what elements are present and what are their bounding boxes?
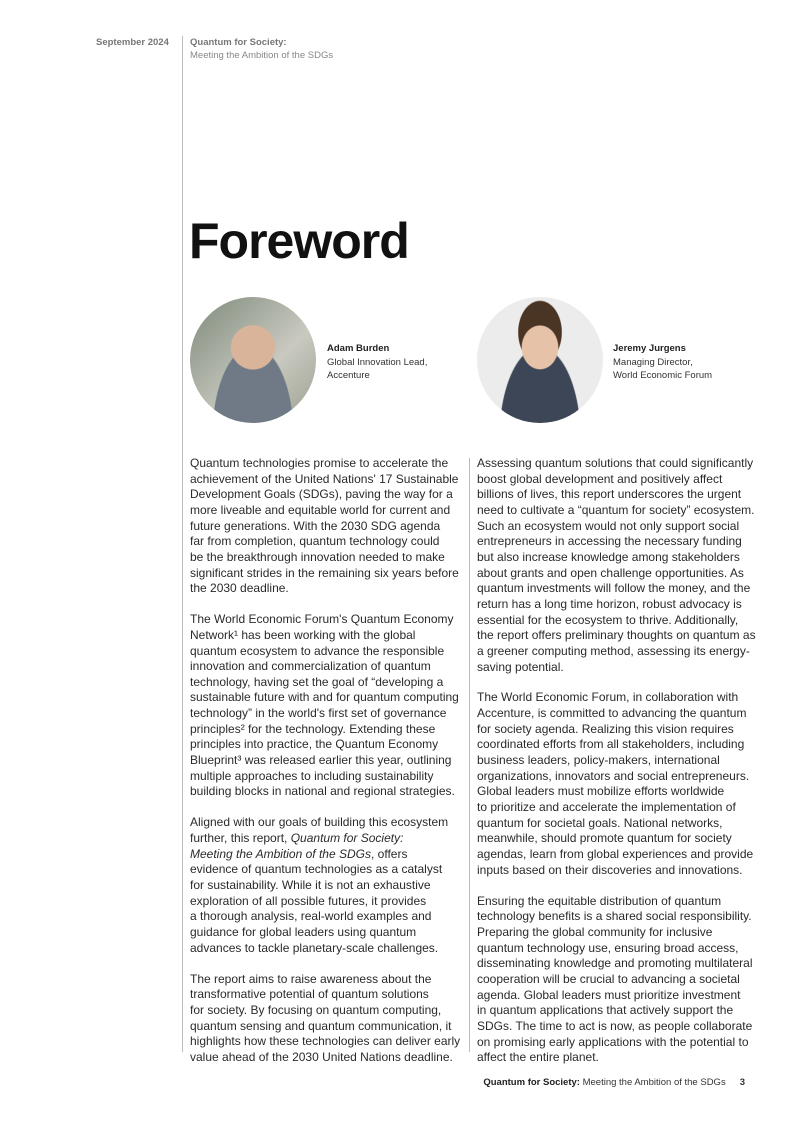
text-line: guidance for global leaders using quantum xyxy=(190,924,417,939)
text-line: technology” in the world's first set of governance xyxy=(190,706,447,721)
text-line: quantum technology use, ensuring broad access, xyxy=(477,940,739,955)
text-line: achievement of the United Nations' 17 Sustainable xyxy=(190,471,459,486)
text-line: highlights how these technologies can deliver early xyxy=(190,1034,461,1049)
text-line: Assessing quantum solutions that could significantly xyxy=(477,456,754,470)
text-line: Development Goals (SDGs), paving the way for a xyxy=(190,487,453,502)
author-block-adam-burden xyxy=(327,342,427,383)
text-line: a greener computing method, assessing its energy- xyxy=(477,643,750,658)
author-photo-adam-burden xyxy=(190,297,316,423)
text-line: future generations. With the 2030 SDG agenda xyxy=(190,518,441,533)
text-line: Aligned with our goals of building this ecosystem xyxy=(190,815,449,830)
text-line: disseminating knowledge and promoting multilateral xyxy=(477,956,753,971)
footer-title-bold: Quantum for Society: xyxy=(483,1077,580,1088)
text-line: Accenture, is committed to advancing the quantum xyxy=(477,706,747,721)
page-footer xyxy=(483,1077,745,1088)
author-name: Adam Burden xyxy=(327,343,390,354)
text-line xyxy=(190,847,460,863)
text-line: in quantum applications that actively support the xyxy=(477,1003,734,1018)
text-segment: further, this report, xyxy=(190,831,291,846)
author-photo-jeremy-jurgens xyxy=(477,297,603,423)
text-line: organizations, innovators and social entrepreneurs. xyxy=(477,768,750,783)
body-column-left xyxy=(190,456,460,1081)
text-line: The World Economic Forum, in collaboration with xyxy=(477,690,739,705)
text-line: Preparing the global community for inclusive xyxy=(477,924,713,939)
text-line: cooperation will be crucial to advancing a societal xyxy=(477,971,740,986)
paragraph xyxy=(190,972,460,1066)
text-line: agendas, learn from global experiences and provide xyxy=(477,847,754,862)
paragraph xyxy=(477,456,756,675)
author-name: Jeremy Jurgens xyxy=(613,343,686,354)
column-divider xyxy=(469,458,470,1052)
text-line: for society agenda. Realizing this vision requires xyxy=(477,721,734,736)
text-line: Blueprint³ was released earlier this year, outlining xyxy=(190,753,452,768)
text-line: be the breakthrough innovation needed to make xyxy=(190,549,445,564)
italic-report-title: Meeting the Ambition of the SDGs xyxy=(190,846,371,861)
paragraph xyxy=(190,612,460,800)
header-date: September 2024 xyxy=(96,37,169,48)
author-role: Managing Director, xyxy=(613,356,693,368)
text-line: innovation and commercialization of quantum xyxy=(190,659,431,674)
text-line: value ahead of the 2030 United Nations deadline. xyxy=(190,1049,453,1064)
text-line: sustainable future with and for quantum computing xyxy=(190,690,459,705)
text-line: Such an ecosystem would not only support social xyxy=(477,518,740,533)
page-title: Foreword xyxy=(189,213,409,269)
author-role: Global Innovation Lead, xyxy=(327,356,428,368)
text-line: Ensuring the equitable distribution of quantum xyxy=(477,893,722,908)
text-line: exploration of all possible futures, it provides xyxy=(190,893,427,908)
text-line: quantum sensing and quantum communication, it xyxy=(190,1018,452,1033)
text-line: affect the entire planet. xyxy=(477,1050,599,1065)
text-line: meanwhile, should promote quantum for society xyxy=(477,831,732,846)
text-line: but also increase knowledge among stakeholders xyxy=(477,549,740,564)
text-line: principles² for the technology. Extending these xyxy=(190,721,436,736)
text-line: multiple approaches to including sustainability xyxy=(190,768,434,783)
italic-report-title: Quantum for Society: xyxy=(290,831,404,846)
author-block-jeremy-jurgens xyxy=(613,342,712,383)
text-line: agenda. Global leaders must prioritize investment xyxy=(477,987,741,1002)
header-report-title: Quantum for Society: xyxy=(190,37,287,48)
text-line: Global leaders must mobilize efforts worldwide xyxy=(477,784,725,799)
author-organization: Accenture xyxy=(327,370,370,381)
paragraph xyxy=(190,815,460,956)
text-segment: , offers xyxy=(370,846,408,861)
text-line: quantum ecosystem to advance the responsible xyxy=(190,643,445,658)
text-line: inputs based on their discoveries and innovations. xyxy=(477,862,743,877)
text-line: the 2030 deadline. xyxy=(190,581,289,596)
page-number: 3 xyxy=(739,1077,745,1088)
text-line: entrepreneurs in accessing the necessary funding xyxy=(477,534,742,549)
text-line: technology benefits is a shared social responsibility. xyxy=(477,909,752,924)
body-column-right xyxy=(477,456,756,1081)
text-line: technology, having set the goal of “developing a xyxy=(190,674,444,689)
paragraph xyxy=(477,894,752,1066)
text-line: principles into practice, the Quantum Economy xyxy=(190,737,439,752)
text-line: return has a long time horizon, robust advocacy is xyxy=(477,596,742,611)
author-organization: World Economic Forum xyxy=(613,370,713,381)
text-line: The report aims to raise awareness about the xyxy=(190,971,432,986)
text-line: significant strides in the remaining six years before xyxy=(190,565,459,580)
text-line: saving potential. xyxy=(477,659,564,674)
text-line: to prioritize and accelerate the implementation of xyxy=(477,800,736,815)
header-divider xyxy=(182,36,183,1052)
text-line: evidence of quantum technologies as a catalyst xyxy=(190,862,443,877)
text-line: for sustainability. While it is not an exhaustive xyxy=(190,878,431,892)
text-line: advances to tackle planetary-scale challenges. xyxy=(190,940,439,955)
text-line: on promising early applications with the potential to xyxy=(477,1034,749,1049)
text-line: boost global development and positively affect xyxy=(477,471,723,486)
text-line: a thorough analysis, real-world examples and xyxy=(190,909,432,924)
text-line: business leaders, policy-makers, international xyxy=(477,753,720,768)
text-line: far from completion, quantum technology could xyxy=(190,534,440,549)
text-line: transformative potential of quantum solutions xyxy=(190,987,429,1002)
text-line: essential for the ecosystem to thrive. Additionally, xyxy=(477,612,739,627)
footer-title-rest: Meeting the Ambition of the SDGs xyxy=(579,1077,726,1088)
text-line: the report offers preliminary thoughts on quantum as xyxy=(477,628,756,643)
text-line: for society. By focusing on quantum computing, xyxy=(190,1002,442,1017)
text-line xyxy=(190,831,460,847)
text-line: Network¹ has been working with the global xyxy=(190,627,416,642)
text-line: about grants and open challenge opportunities. As xyxy=(477,565,744,580)
text-line: building blocks in national and regional strategies. xyxy=(190,784,455,799)
paragraph xyxy=(477,690,752,878)
text-line: quantum for societal goals. National networks, xyxy=(477,815,723,830)
header-report-subtitle: Meeting the Ambition of the SDGs xyxy=(190,50,334,61)
text-line: coordinated efforts from all stakeholders, including xyxy=(477,737,745,752)
text-line: more liveable and equitable world for current and xyxy=(190,502,451,517)
text-line: quantum investments will follow the money, and the xyxy=(477,581,751,596)
text-line: SDGs. The time to act is now, as people collaborate xyxy=(477,1018,753,1033)
paragraph xyxy=(190,456,460,597)
text-line: The World Economic Forum's Quantum Economy xyxy=(190,612,454,627)
text-line: need to cultivate a “quantum for society” ecosystem. xyxy=(477,502,755,517)
text-line: Quantum technologies promise to accelerate the xyxy=(190,456,449,470)
text-line: billions of lives, this report underscores the urgent xyxy=(477,487,742,502)
